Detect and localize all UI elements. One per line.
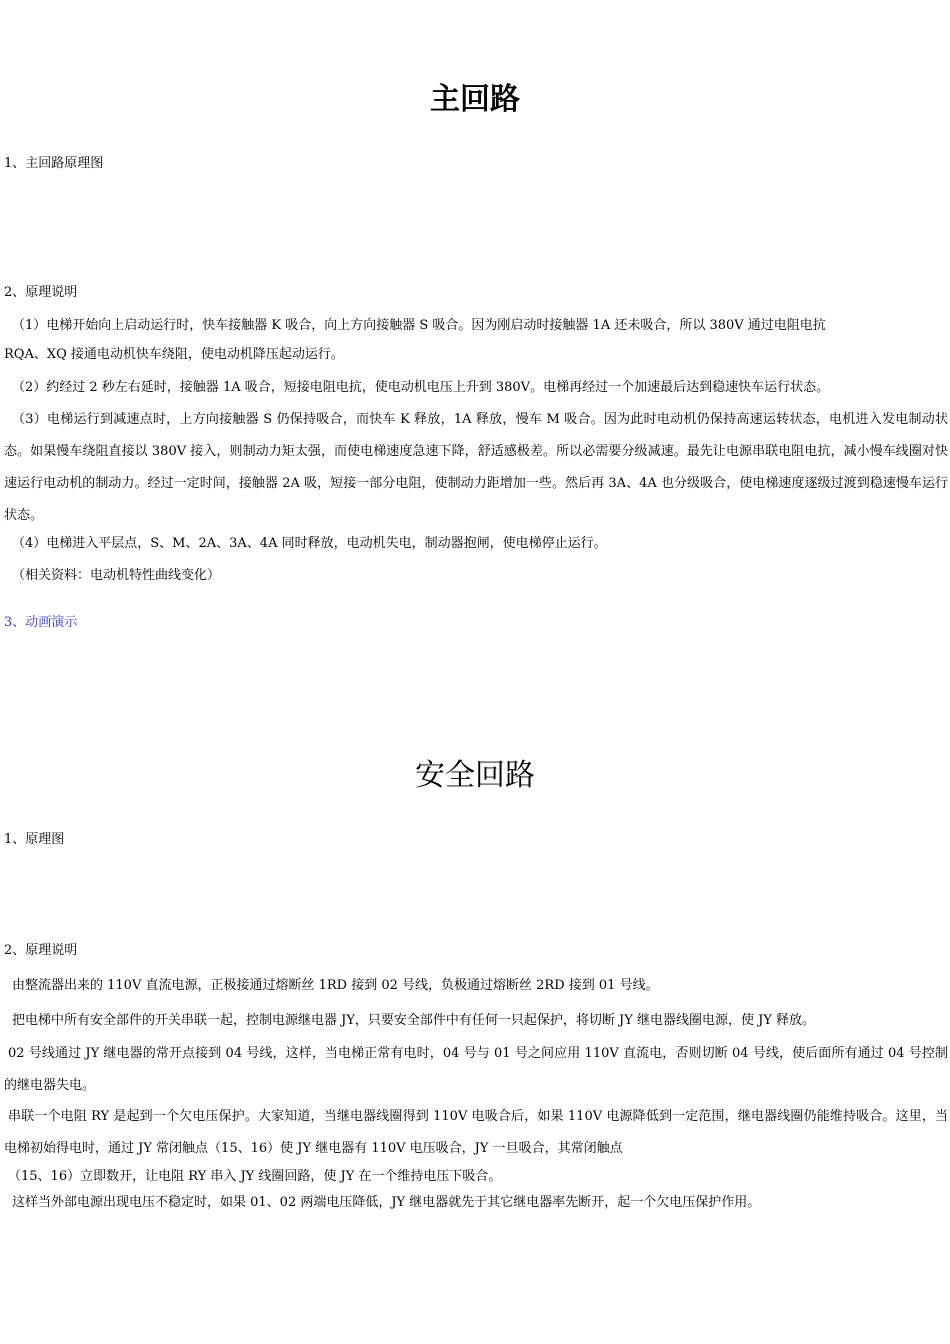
safety-circuit-paragraph-6: 这样当外部电源出现电压不稳定时，如果 01、02 两端电压降低，JY 继电器就先于其它继电器率先断开，起一个欠电压保护作用。	[12, 1195, 761, 1210]
main-circuit-paragraph-3: （3）电梯运行到减速点时，上方向接触器 S 仍保持吸合，而快车 K 释放，1A 释放，慢车 M 吸合。因为此时电动机仍保持高速运转状态，电机进入发电制动状态。如果慢车绕阻直接以 380V 接入，则制动力矩太强，而使电梯速度急速下降，舒适感极差。所以必需要分级减速。最先让电源串联电阻电抗，减小慢车线圈对快速运行电动机的制动力。经过一定时间，接触器 2A 吸，短接一部分电阻，使制动力距增加一些。然后再 3A、4A 也分级吸合，使电梯速度逐级过渡到稳速慢车运行状态。	[4, 412, 948, 523]
main-circuit-paragraph-4: （4）电梯进入平层点，S、M、2A、3A、4A 同时释放，电动机失电，制动器抱闸，使电梯停止运行。	[12, 536, 607, 551]
safety-circuit-paragraph-3: 02 号线通过 JY 继电器的常开点接到 04 号线，这样，当电梯正常有电时，04 号与 01 号之间应用 110V 直流电，否则切断 04 号线，使后面所有通过 04 号控制的继电器失电。	[4, 1046, 948, 1093]
safety-circuit-explanation-heading: 2、原理说明	[4, 943, 78, 958]
safety-circuit-paragraph-4: 串联一个电阻 RY 是起到一个欠电压保护。大家知道，当继电器线圈得到 110V 电吸合后，如果 110V 电源降低到一定范围，继电器线圈仍能维持吸合。这里，当电梯初始得电时，通过 JY 常闭触点（15、16）使 JY 继电器有 110V 电压吸合，JY 一旦吸合，其常闭触点	[4, 1109, 948, 1156]
safety-circuit-title: 安全回路	[415, 758, 535, 793]
safety-circuit-paragraph-2: 把电梯中所有安全部件的开关串联一起，控制电源继电器 JY，只要安全部件中有任何一只起保护，将切断 JY 继电器线圈电源，使 JY 释放。	[12, 1013, 816, 1028]
safety-circuit-diagram-heading: 1、原理图	[4, 832, 65, 847]
safety-circuit-paragraph-1: 由整流器出来的 110V 直流电源，正极接通过熔断丝 1RD 接到 02 号线，负极通过熔断丝 2RD 接到 01 号线。	[12, 978, 659, 993]
main-circuit-title: 主回路	[430, 82, 520, 117]
main-circuit-paragraph-2: （2）约经过 2 秒左右延时，接触器 1A 吸合，短接电阻电抗，使电动机电压上升到 380V。电梯再经过一个加速最后达到稳速快车运行状态。	[12, 380, 830, 395]
main-circuit-explanation-heading: 2、原理说明	[4, 285, 78, 300]
main-circuit-paragraph-5: （相关资料：电动机特性曲线变化）	[12, 568, 221, 583]
animation-demo-link[interactable]: 3、动画演示	[4, 615, 78, 630]
main-circuit-diagram-heading: 1、主回路原理图	[4, 156, 104, 171]
main-circuit-paragraph-1b: RQA、XQ 接通电动机快车绕阻，使电动机降压起动运行。	[4, 347, 344, 362]
main-circuit-paragraph-1a: （1）电梯开始向上启动运行时，快车接触器 K 吸合，向上方向接触器 S 吸合。因为刚启动时接触器 1A 还未吸合，所以 380V 通过电阻电抗	[12, 318, 826, 333]
safety-circuit-paragraph-5: （15、16）立即数开，让电阻 RY 串入 JY 线圈回路，使 JY 在一个维持电压下吸合。	[8, 1169, 502, 1184]
